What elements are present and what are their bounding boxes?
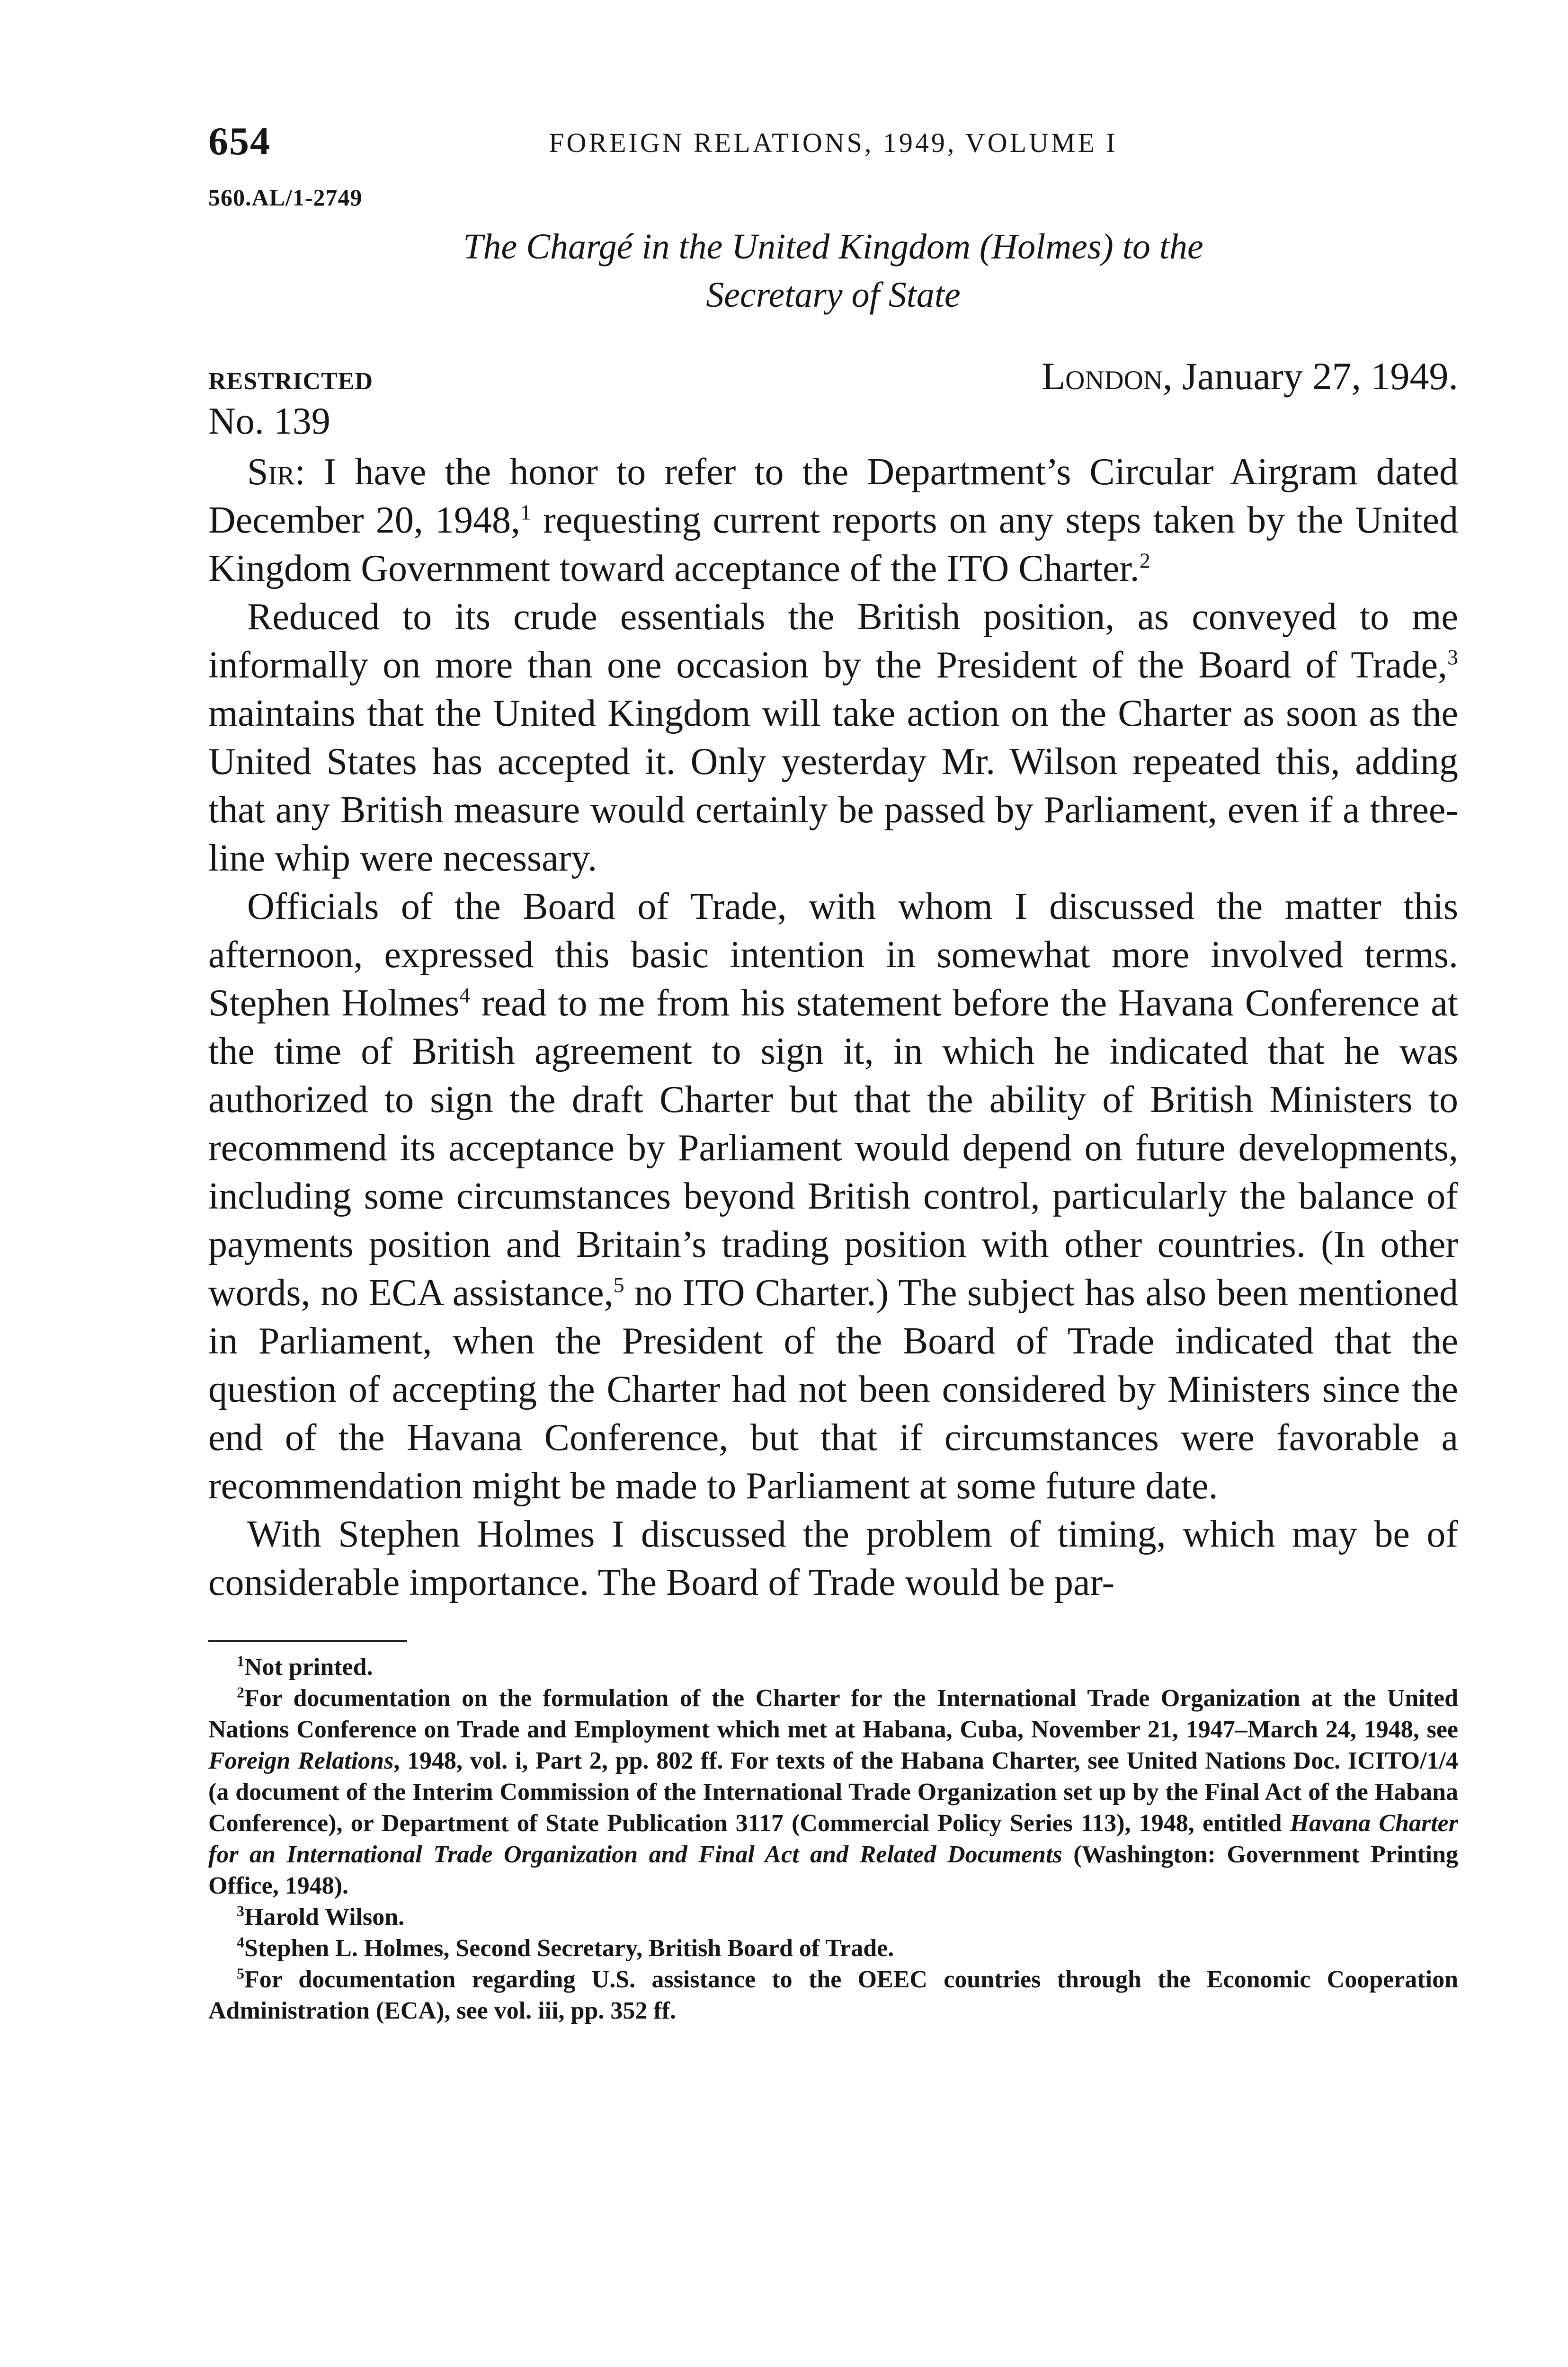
- footnote-divider: [208, 1640, 407, 1642]
- footnote-ref-5: 5: [613, 1272, 624, 1297]
- footnote-mark-5: 5: [237, 1965, 244, 1982]
- document-title: [208, 222, 1458, 319]
- footnote-mark-3: 3: [237, 1902, 244, 1920]
- date: , January 27, 1949.: [1162, 355, 1458, 398]
- footnotes: [208, 1652, 1458, 2027]
- footnote-1: [208, 1652, 1458, 1683]
- title-line-1: The Chargé in the United Kingdom (Holmes) to the: [463, 227, 1203, 267]
- footnote-2-text-a: For documentation on the formulation of the Charter for the International Trade Organization at the United Nations Conference on Trade and Employment which met at Habana, Cuba, November 21, 1947–March 24, 1948, see: [208, 1685, 1458, 1743]
- paragraph-3: [208, 882, 1458, 1510]
- paragraph-3-text-b: read to me from his statement before the Havana Conference at the time of British agreement to sign it, in which he indicated that he was authorized to sign the draft Charter but that the ability of British Ministers to recommend its acceptance by Parliament would depend on future developments, including some circumstances beyond British control, particularly the balance of payments position and Britain’s trading position with other countries. (In other words, no ECA assistance,: [208, 982, 1459, 1314]
- footnote-ref-4: 4: [459, 983, 471, 1007]
- footnote-mark-2: 2: [237, 1683, 244, 1701]
- place: London: [1042, 355, 1163, 398]
- paragraph-2-text-a: Reduced to its crude essentials the British position, as conveyed to me informally on more than one occasion by the President of the Board of Trade,: [208, 596, 1458, 686]
- paragraph-3-text-a: Officials of the Board of Trade, with whom I discussed the matter this afternoon, expressed this basic intention in somewhat more involved terms. Stephen Holmes: [208, 886, 1458, 1024]
- document-page: [208, 118, 1458, 2027]
- footnote-mark-1: 1: [237, 1652, 244, 1670]
- title-line-2: Secretary of State: [706, 275, 961, 315]
- footnote-4: [208, 1933, 1458, 1964]
- page-header: [208, 118, 1458, 170]
- salutation: Sir: [247, 451, 295, 493]
- dateline-row: [208, 354, 1458, 399]
- file-number: 560.AL/1-2749: [208, 184, 363, 211]
- paragraph-1-text-b: requesting current reports on any steps taken by the United Kingdom Government toward acceptance of the ITO Charter.: [208, 499, 1459, 589]
- letter-body: [208, 448, 1458, 1607]
- footnote-1-text: Not printed.: [244, 1654, 373, 1681]
- footnote-3-text: Harold Wilson.: [244, 1904, 405, 1931]
- footnote-mark-4: 4: [237, 1933, 244, 1951]
- paragraph-1: [208, 448, 1458, 593]
- place-and-date: [1042, 354, 1458, 399]
- footnote-4-text: Stephen L. Holmes, Second Secretary, British Board of Trade.: [244, 1935, 894, 1962]
- footnote-2-text-e: (Washington: Government Printing Office, 1948).: [208, 1841, 1458, 1899]
- page-number: 654: [208, 119, 271, 163]
- footnote-ref-1: 1: [520, 500, 532, 525]
- paragraph-4: With Stephen Holmes I discussed the problem of timing, which may be of considerable importance. The Board of Trade would be par-: [208, 1513, 1458, 1603]
- paragraph-2-text-b: maintains that the United Kingdom will take action on the Charter as soon as the United States has accepted it. Only yesterday Mr. Wilson repeated this, adding that any British measure would certainly be passed by Parliament, even if a three-line whip were necessary.: [208, 693, 1458, 879]
- classification-label: RESTRICTED: [208, 368, 374, 395]
- document-number: No. 139: [208, 400, 330, 442]
- footnote-3: [208, 1902, 1458, 1933]
- paragraph-2: [208, 593, 1458, 882]
- running-head: FOREIGN RELATIONS, 1949, VOLUME I: [549, 127, 1118, 158]
- footnote-2-text-c: , 1948, vol. i, Part 2, pp. 802 ff. For texts of the Habana Charter, see United Nations Doc. ICITO/1/4 (a document of the Interim Commission of the International Trade Organization set up by the Final Act of the Habana Conference), or Department of State Publication 3117 (Commercial Policy Series 113), 1948, entitled: [208, 1747, 1458, 1837]
- footnote-2-citation-title: Foreign Relations: [208, 1747, 394, 1774]
- footnote-ref-2: 2: [1139, 548, 1150, 573]
- footnote-5-text: For documentation regarding U.S. assistance to the OEEC countries through the Economic Cooperation Administration (ECA), see vol. iii, pp. 352 ff.: [208, 1966, 1458, 2024]
- paragraph-1-text-a: : I have the honor to refer to the Department’s Circular Airgram dated December 20, 1948,: [208, 451, 1458, 541]
- footnote-2: [208, 1683, 1458, 1902]
- paragraph-3-text-c: no ITO Charter.) The subject has also been mentioned in Parliament, when the President of the Board of Trade indicated that the question of accepting the Charter had not been considered by Ministers since the end of the Havana Conference, but that if circumstances were favorable a recommendation might be made to Parliament at some future date.: [208, 1272, 1458, 1507]
- footnote-5: [208, 1964, 1458, 2027]
- footnote-2-publication-title: Havana Charter for an International Trade Organization and Final Act and Related Documents: [208, 1810, 1458, 1868]
- footnote-ref-3: 3: [1447, 645, 1458, 669]
